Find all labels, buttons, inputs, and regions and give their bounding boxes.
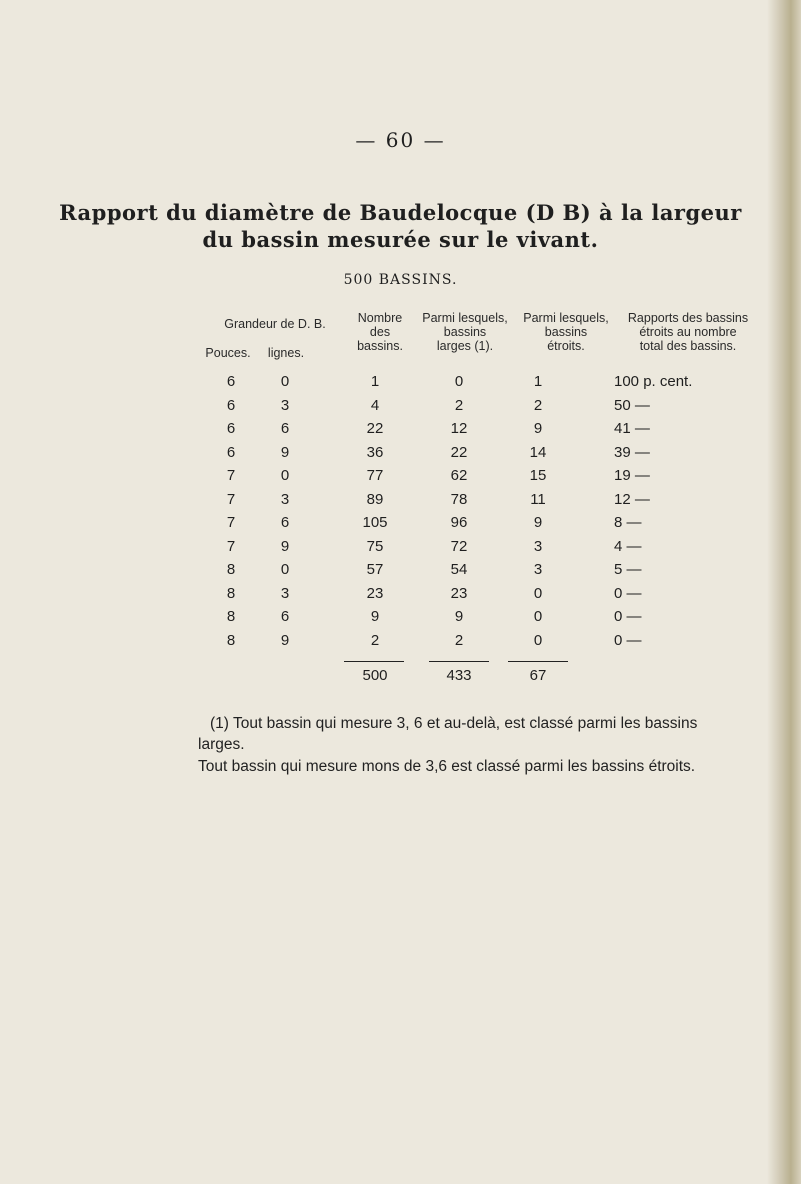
cell-lignes: 3	[280, 490, 290, 508]
header-larges-line-2: bassins	[443, 325, 487, 339]
header-etroits-line-2: bassins	[544, 325, 588, 339]
cell-nombre: 89	[366, 490, 384, 508]
cell-larges: 0	[454, 373, 464, 390]
cell-rapport: 100 p. cent.	[614, 373, 693, 390]
page-edge-shadow	[767, 0, 801, 1184]
cell-larges: 12	[450, 420, 468, 437]
page-number: — 60 —	[355, 128, 446, 152]
cell-pouces: 6	[226, 420, 236, 437]
cell-larges: 23	[450, 584, 468, 602]
cell-pouces: 7	[226, 537, 236, 555]
cell-nombre: 23	[366, 584, 384, 602]
cell-larges: 62	[450, 467, 468, 484]
cell-pouces: 7	[226, 514, 236, 531]
cell-etroits: 9	[533, 420, 543, 437]
cell-larges: 96	[450, 514, 468, 531]
cell-lignes: 9	[280, 443, 290, 461]
cell-pouces: 8	[226, 631, 236, 649]
cell-lignes: 6	[280, 514, 290, 531]
header-rapports	[606, 311, 770, 353]
cell-rapport: 4 —	[614, 537, 642, 555]
sum-rule-larges	[429, 661, 489, 662]
header-pouces: Pouces.	[205, 346, 251, 360]
cell-pouces: 6	[226, 443, 236, 461]
header-lignes: lignes.	[267, 346, 305, 360]
cell-etroits: 0	[533, 584, 543, 602]
cell-lignes: 9	[280, 631, 290, 649]
header-etroits-line-3: étroits.	[547, 339, 585, 353]
cell-rapport: 0 —	[614, 631, 642, 649]
cell-lignes: 6	[280, 608, 290, 625]
page-title-line-2: du bassin mesurée sur le vivant.	[202, 227, 599, 252]
cell-nombre: 9	[370, 608, 380, 625]
header-larges	[410, 311, 520, 353]
cell-pouces: 6	[226, 396, 236, 414]
cell-rapport: 0 —	[614, 608, 642, 625]
cell-pouces: 8	[226, 561, 236, 578]
cell-etroits: 3	[533, 537, 543, 555]
cell-lignes: 9	[280, 537, 290, 555]
cell-nombre: 1	[370, 373, 380, 390]
cell-larges: 72	[450, 537, 468, 555]
header-nombre-line-1: Nombre	[357, 311, 403, 325]
header-grandeur: Grandeur de D. B.	[224, 317, 326, 331]
cell-etroits: 15	[529, 467, 547, 484]
page-title-line-1: Rapport du diamètre de Baudelocque (D B) à la largeur	[59, 200, 742, 225]
header-larges-line-1: Parmi lesquels,	[422, 311, 508, 325]
cell-larges: 2	[454, 396, 464, 414]
cell-pouces: 8	[226, 584, 236, 602]
sum-rule-nombre	[344, 661, 404, 662]
header-nombre-line-2: des	[369, 325, 391, 339]
total-larges: 433	[446, 667, 472, 684]
cell-nombre: 105	[362, 514, 388, 531]
total-nombre: 500	[362, 667, 388, 684]
header-nombre-line-3: bassins.	[357, 339, 403, 353]
cell-rapport: 50 —	[614, 396, 650, 414]
cell-nombre: 75	[366, 537, 384, 555]
header-rapports-line-2: étroits au nombre	[639, 325, 737, 339]
cell-nombre: 22	[366, 420, 384, 437]
header-nombre	[345, 311, 415, 353]
cell-larges: 54	[450, 561, 468, 578]
cell-pouces: 7	[226, 490, 236, 508]
cell-rapport: 39 —	[614, 443, 650, 461]
cell-lignes: 0	[280, 373, 290, 390]
cell-etroits: 2	[533, 396, 543, 414]
footnote-line-1: (1) Tout bassin qui mesure 3, 6 et au-delà, est classé parmi les bassins	[210, 715, 698, 732]
cell-lignes: 0	[280, 561, 290, 578]
header-etroits	[516, 311, 616, 353]
table-subtitle: 500 BASSINS.	[343, 272, 458, 288]
cell-etroits: 9	[533, 514, 543, 531]
sum-rule-etroits	[508, 661, 568, 662]
cell-pouces: 8	[226, 608, 236, 625]
cell-rapport: 0 —	[614, 584, 642, 602]
cell-etroits: 0	[533, 608, 543, 625]
cell-pouces: 7	[226, 467, 236, 484]
cell-nombre: 57	[366, 561, 384, 578]
cell-rapport: 41 —	[614, 420, 650, 437]
footnote-line-3: Tout bassin qui mesure mons de 3,6 est classé parmi les bassins étroits.	[198, 758, 696, 775]
cell-nombre: 36	[366, 443, 384, 461]
cell-etroits: 14	[529, 443, 547, 461]
cell-lignes: 3	[280, 396, 290, 414]
cell-rapport: 12 —	[614, 490, 650, 508]
cell-lignes: 0	[280, 467, 290, 484]
cell-rapport: 19 —	[614, 467, 650, 484]
cell-rapport: 8 —	[614, 514, 642, 531]
header-rapports-line-3: total des bassins.	[639, 339, 737, 353]
cell-etroits: 3	[533, 561, 543, 578]
cell-nombre: 4	[370, 396, 380, 414]
cell-pouces: 6	[226, 373, 236, 390]
cell-nombre: 77	[366, 467, 384, 484]
total-etroits: 67	[529, 667, 547, 684]
cell-rapport: 5 —	[614, 561, 642, 578]
cell-etroits: 1	[533, 373, 543, 390]
cell-larges: 22	[450, 443, 468, 461]
cell-lignes: 3	[280, 584, 290, 602]
cell-nombre: 2	[370, 631, 380, 649]
cell-larges: 2	[454, 631, 464, 649]
cell-larges: 9	[454, 608, 464, 625]
cell-larges: 78	[450, 490, 468, 508]
header-rapports-line-1: Rapports des bassins	[627, 311, 749, 325]
cell-etroits: 0	[533, 631, 543, 649]
cell-etroits: 11	[530, 490, 546, 508]
cell-lignes: 6	[280, 420, 290, 437]
footnote-line-2: larges.	[198, 736, 245, 753]
header-etroits-line-1: Parmi lesquels,	[523, 311, 609, 325]
header-larges-line-3: larges (1).	[436, 339, 494, 353]
